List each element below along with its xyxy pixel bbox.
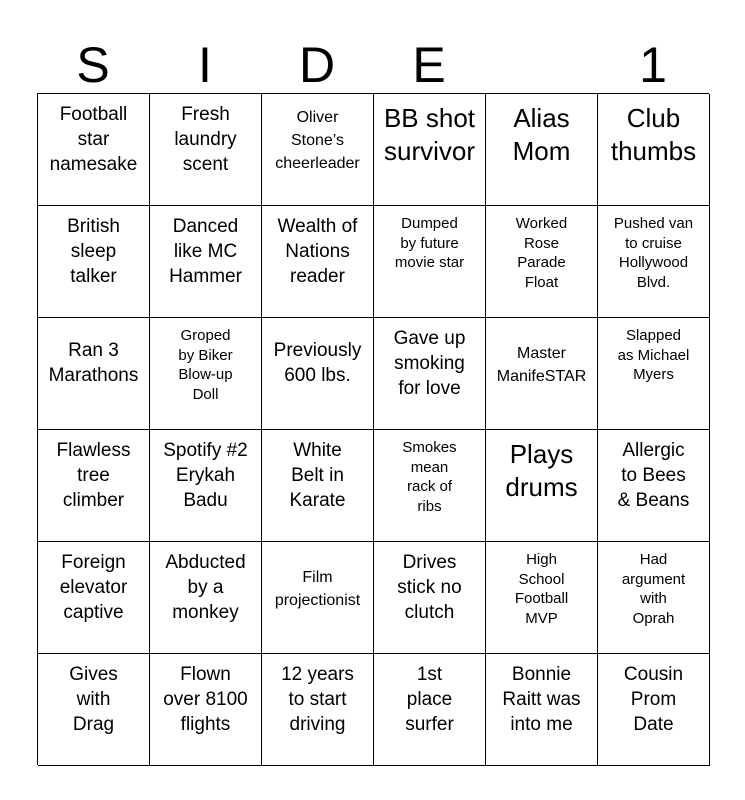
bingo-cell[interactable] (38, 654, 150, 766)
cell-label: Danced like MC Hammer (169, 216, 242, 287)
bingo-cell[interactable] (374, 94, 486, 206)
cell-label: Pushed van to cruise Hollywood Blvd. (613, 215, 694, 291)
cell-label: Plays drums (505, 439, 578, 502)
bingo-cell[interactable] (486, 318, 598, 430)
bingo-cell[interactable] (150, 654, 262, 766)
bingo-cell[interactable] (38, 542, 150, 654)
cell-label: Had argument with Oprah (621, 551, 686, 627)
cell-label: Oliver Stone’s cheerleader (275, 109, 360, 172)
cell-label: Smokes mean rack of ribs (402, 439, 457, 515)
bingo-board (37, 93, 709, 765)
cell-label: Alias Mom (512, 103, 571, 166)
bingo-cell[interactable] (262, 430, 374, 542)
bingo-cell[interactable] (598, 318, 710, 430)
bingo-cell[interactable] (262, 206, 374, 318)
title-letter: D (298, 37, 336, 93)
bingo-cell[interactable] (598, 430, 710, 542)
cell-label: Abducted by a monkey (165, 552, 246, 623)
bingo-cell[interactable] (486, 542, 598, 654)
cell-label: Wealth of Nations reader (277, 216, 358, 287)
bingo-cell[interactable] (486, 206, 598, 318)
bingo-cell[interactable] (598, 206, 710, 318)
cell-label: Foreign elevator captive (59, 552, 128, 623)
bingo-cell[interactable] (374, 430, 486, 542)
bingo-cell[interactable] (150, 430, 262, 542)
cell-label: Drives stick no clutch (397, 552, 462, 623)
card-title (37, 36, 709, 94)
bingo-cell[interactable] (38, 318, 150, 430)
bingo-cell[interactable] (150, 94, 262, 206)
bingo-cell[interactable] (262, 318, 374, 430)
cell-label: Gave up smoking for love (393, 328, 466, 399)
bingo-cell[interactable] (38, 94, 150, 206)
cell-label: BB shot survivor (383, 103, 476, 166)
title-letter (485, 36, 597, 94)
cell-label: Allergic to Bees & Beans (617, 440, 690, 511)
cell-label: Bonnie Raitt was into me (502, 664, 581, 735)
bingo-cell[interactable] (598, 654, 710, 766)
title-letter: E (412, 37, 446, 93)
cell-label: Spotify #2 Erykah Badu (163, 440, 248, 511)
cell-label: White Belt in Karate (289, 440, 346, 511)
cell-label: Club thumbs (610, 103, 697, 166)
cell-label: High School Football MVP (514, 551, 569, 627)
cell-label: Ran 3 Marathons (48, 340, 139, 386)
cell-label: Cousin Prom Date (623, 664, 684, 735)
bingo-cell[interactable] (262, 94, 374, 206)
cell-label: Fresh laundry scent (174, 104, 237, 175)
cell-label: Worked Rose Parade Float (515, 215, 568, 291)
bingo-cell[interactable] (150, 542, 262, 654)
bingo-cell[interactable] (598, 94, 710, 206)
bingo-cell[interactable] (150, 318, 262, 430)
bingo-cell[interactable] (262, 654, 374, 766)
bingo-cell[interactable] (486, 654, 598, 766)
bingo-cell[interactable] (486, 430, 598, 542)
cell-label: Slapped as Michael Myers (617, 327, 690, 383)
bingo-cell[interactable] (486, 94, 598, 206)
cell-label: Groped by Biker Blow-up Doll (178, 327, 233, 403)
bingo-cell[interactable] (38, 206, 150, 318)
cell-label: Dumped by future movie star (394, 215, 465, 271)
cell-label: Flawless tree climber (56, 440, 131, 511)
cell-label: Football star namesake (49, 104, 138, 175)
title-letter: I (198, 37, 212, 93)
bingo-cell[interactable] (374, 206, 486, 318)
title-letter: 1 (639, 37, 667, 93)
cell-label: Film projectionist (274, 569, 361, 609)
bingo-cell[interactable] (262, 542, 374, 654)
bingo-cell[interactable] (374, 654, 486, 766)
cell-label: Previously 600 lbs. (273, 340, 362, 386)
title-letter: S (76, 37, 110, 93)
bingo-cell[interactable] (374, 542, 486, 654)
cell-label: 1st place surfer (405, 664, 454, 735)
cell-label: 12 years to start driving (281, 664, 354, 735)
bingo-cell[interactable] (374, 318, 486, 430)
bingo-cell[interactable] (150, 206, 262, 318)
cell-label: Gives with Drag (69, 664, 118, 735)
bingo-cell[interactable] (598, 542, 710, 654)
cell-label: Flown over 8100 flights (163, 664, 248, 735)
cell-label: British sleep talker (67, 216, 120, 287)
cell-label: Master ManifeSTAR (496, 345, 587, 385)
bingo-cell[interactable] (38, 430, 150, 542)
